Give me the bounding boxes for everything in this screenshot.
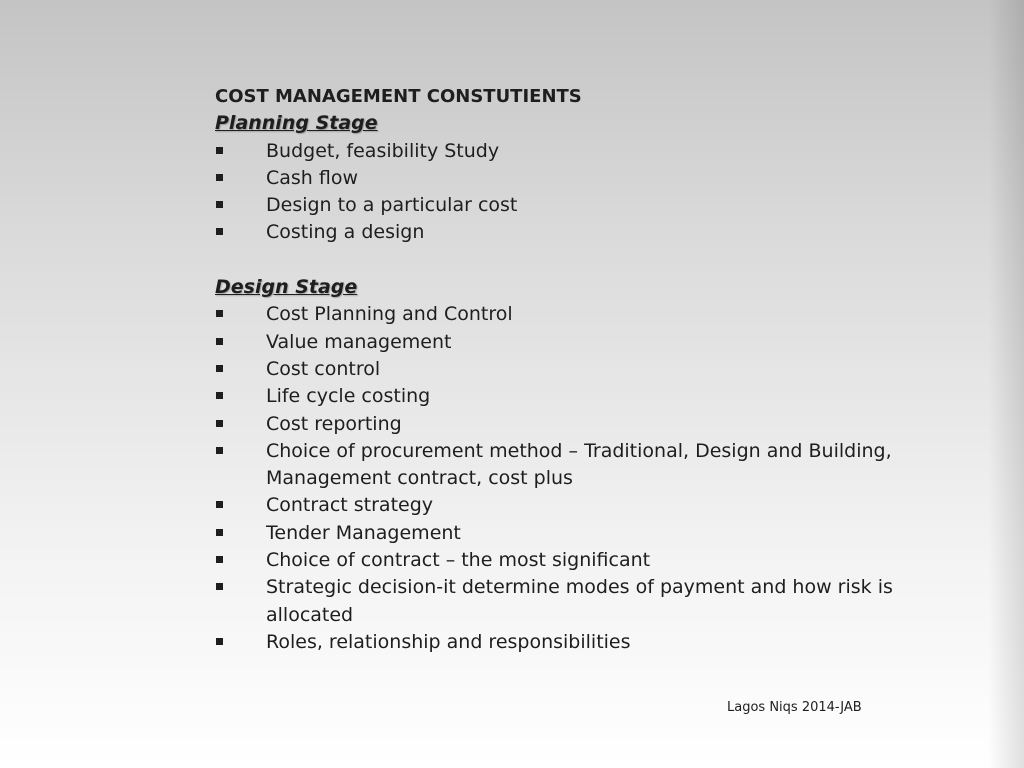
square-bullet-icon xyxy=(216,174,223,181)
square-bullet-icon xyxy=(216,201,223,208)
square-bullet-icon xyxy=(216,365,223,372)
slide-content xyxy=(215,83,895,656)
list-item xyxy=(215,629,895,656)
list-item xyxy=(215,492,895,519)
list-item-text: Cost control xyxy=(266,357,381,380)
list-item xyxy=(215,438,895,493)
list-item-text: Costing a design xyxy=(266,221,425,244)
list-item-text: Strategic decision-it determine modes of payment and how risk is allocated xyxy=(266,576,893,626)
square-bullet-icon xyxy=(216,556,223,563)
slide-footer: Lagos Niqs 2014-JAB xyxy=(727,700,862,715)
list-item xyxy=(215,329,895,356)
slide-title: COST MANAGEMENT CONSTUTIENTS xyxy=(215,86,582,107)
list-item xyxy=(215,219,895,246)
list-item-text: Choice of procurement method – Traditional, Design and Building, Management contract, cost plus xyxy=(266,439,892,490)
square-bullet-icon xyxy=(216,420,223,427)
list-item xyxy=(215,411,895,438)
square-bullet-icon xyxy=(216,638,223,645)
design-stage-list xyxy=(215,301,895,656)
list-item-text: Life cycle costing xyxy=(266,385,431,408)
square-bullet-icon xyxy=(216,147,223,154)
decorative-border xyxy=(988,0,1024,768)
list-item xyxy=(215,138,895,165)
section-spacer xyxy=(215,247,895,274)
planning-stage-heading: Planning Stage xyxy=(215,112,378,135)
square-bullet-icon xyxy=(216,583,223,590)
list-item xyxy=(215,356,895,383)
list-item-text: Cash flow xyxy=(266,166,359,189)
list-item xyxy=(215,520,895,547)
list-item xyxy=(215,165,895,192)
list-item-text: Value management xyxy=(266,330,452,353)
planning-stage-list xyxy=(215,138,895,247)
list-item-text: Cost reporting xyxy=(266,412,402,435)
list-item xyxy=(215,547,895,574)
list-item-text: Choice of contract – the most significant xyxy=(266,549,651,572)
list-item-text: Design to a particular cost xyxy=(266,194,518,217)
design-stage-heading: Design Stage xyxy=(215,276,358,299)
list-item xyxy=(215,383,895,410)
list-item-text: Roles, relationship and responsibilities xyxy=(266,630,631,653)
square-bullet-icon xyxy=(216,501,223,508)
list-item-text: Budget, feasibility Study xyxy=(266,139,500,162)
list-item-text: Tender Management xyxy=(266,521,461,544)
square-bullet-icon xyxy=(216,529,223,536)
square-bullet-icon xyxy=(216,310,223,317)
list-item xyxy=(215,301,895,328)
list-item-text: Contract strategy xyxy=(266,494,434,517)
square-bullet-icon xyxy=(216,392,223,399)
list-item xyxy=(215,574,895,629)
square-bullet-icon xyxy=(216,447,223,454)
list-item-text: Cost Planning and Control xyxy=(266,303,513,326)
square-bullet-icon xyxy=(216,338,223,345)
list-item xyxy=(215,192,895,219)
square-bullet-icon xyxy=(216,228,223,235)
